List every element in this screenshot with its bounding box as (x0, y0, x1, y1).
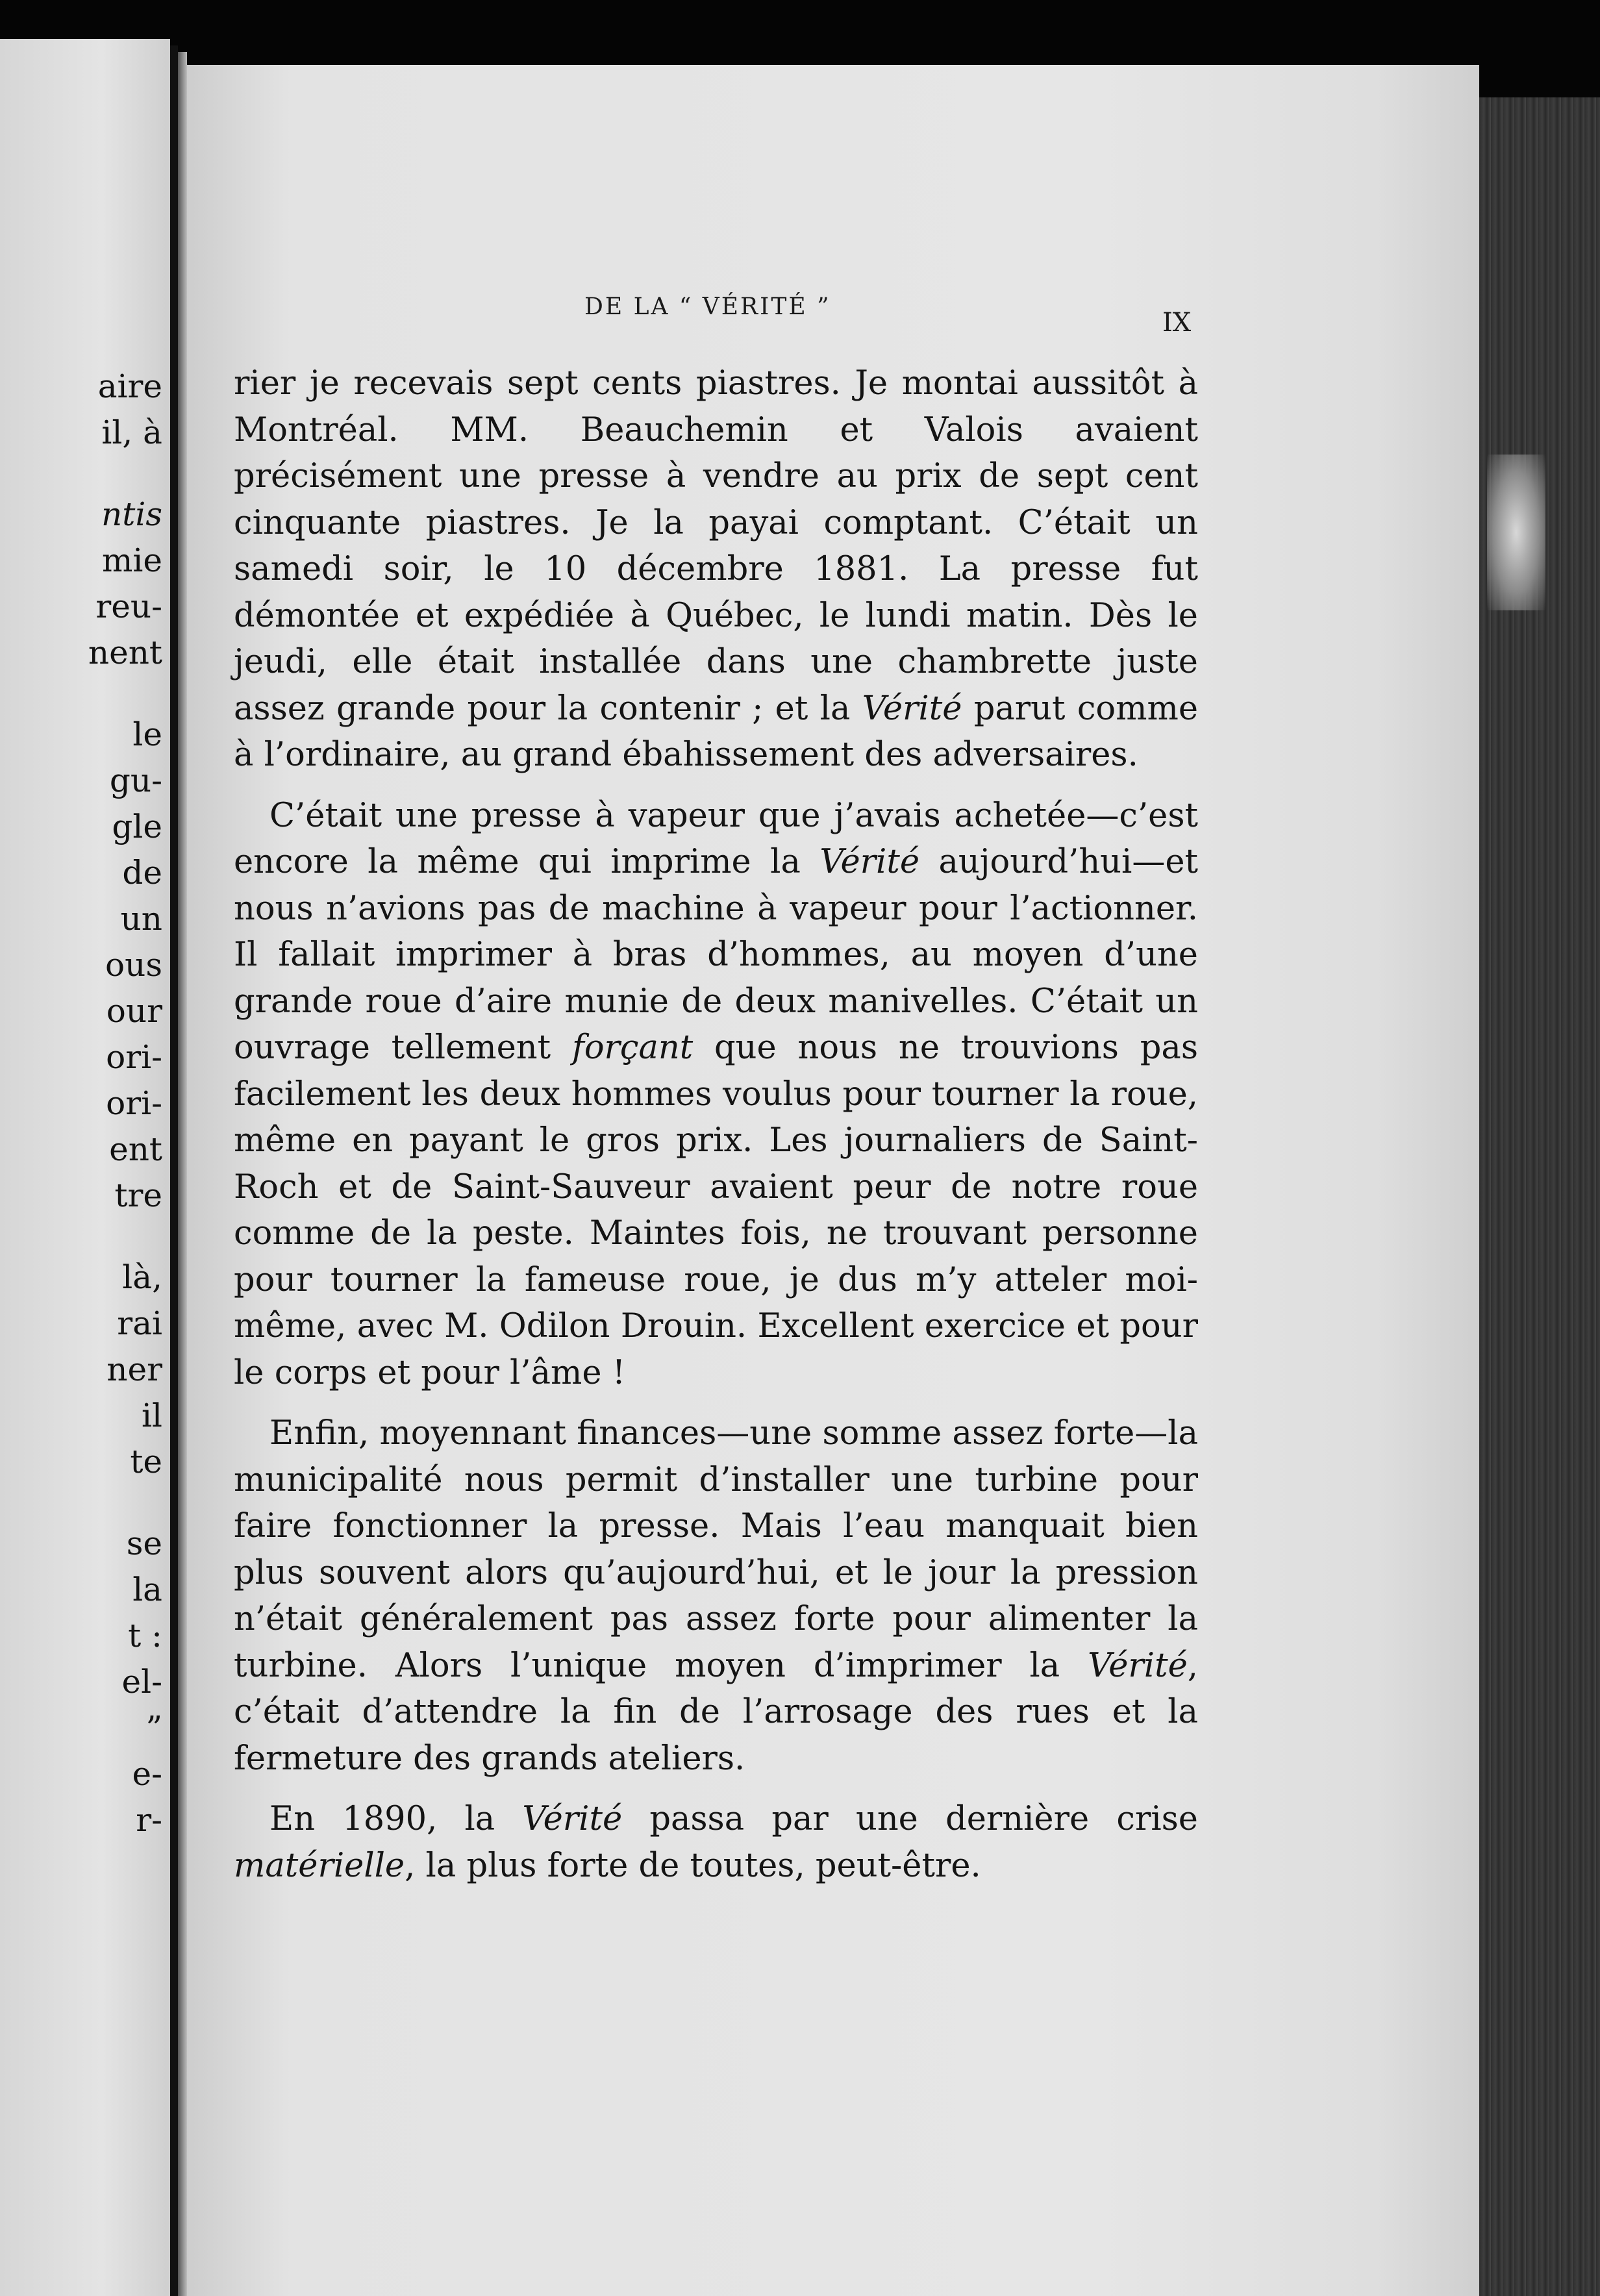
page-edge-glare (1487, 455, 1545, 610)
previous-page-line-fragment: ner (106, 1351, 162, 1388)
previous-page-line-fragment: our (106, 992, 162, 1030)
page-body-text (234, 360, 1198, 1889)
previous-page-line-fragment: il, à (101, 414, 162, 451)
previous-page-line-fragment: te (130, 1443, 162, 1480)
text-run: rier je recevais sept cents piastres. Je montai aussitôt à Montréal. MM. Beauchemin et Valois avaient précisément une presse à vendre au prix de sept cent cinquante piastres. Je la payai comptant. C’était un samedi soir, le 10 décembre 1881. La presse fut démontée et expédiée à Québec, le lundi matin. Dès le jeudi, elle était installée dans une chambrette juste assez grande pour la contenir ; et la (234, 364, 1198, 728)
previous-page-line-fragment: la (132, 1571, 162, 1608)
paragraph (234, 360, 1198, 779)
italic-text: forçant (571, 1029, 694, 1067)
previous-page-line-fragment: il (142, 1397, 162, 1434)
italic-text: Vérité (522, 1800, 623, 1838)
previous-page-line-fragment: ori- (106, 1038, 162, 1076)
previous-page-line-fragment: ” (145, 1709, 162, 1747)
text-run: C’était une presse à vapeur que j’avais achetée—c’est encore la même qui imprime la (234, 796, 1198, 881)
previous-page-edge (0, 39, 170, 2296)
previous-page-line-fragment: ent (109, 1130, 162, 1168)
previous-page-line-fragment: un (120, 900, 162, 938)
previous-page-line-fragment: là, (122, 1258, 162, 1296)
book-gutter (170, 45, 178, 2296)
previous-page-text-fragments (0, 364, 170, 1843)
previous-page-line-fragment: gu- (109, 762, 162, 799)
previous-page-line-fragment: r- (136, 1801, 162, 1839)
text-run: passa par une dernière crise (622, 1800, 1198, 1838)
text-run: En 1890, la (269, 1800, 523, 1838)
text-run: que nous ne trouvions pas facilement les deux hommes voulus pour tourner la roue, même en payant le gros prix. Les journaliers de Saint-Roch et de Saint-Sauveur avaient peur de notre roue comme de la peste. Maintes fois, ne trouvant personne pour tourner la fameuse roue, je dus m’y atteler moi-même, avec M. Odilon Drouin. Excellent exercice et pour le corps et pour l’âme ! (234, 1029, 1199, 1392)
previous-page-line-fragment: ous (105, 946, 162, 984)
text-run: Enfin, moyennant finances—une somme assez forte—la municipalité nous permit d’installer une turbine pour faire fonctionner la presse. Mais l’eau manquait bien plus souvent alors qu’aujourd’hui, et le jour la pression n’était généralement pas assez forte pour alimenter la turbine. Alors l’unique moyen d’imprimer la (234, 1414, 1198, 1685)
gutter-shadow (178, 52, 187, 2296)
previous-page-line-fragment: rai (117, 1304, 162, 1342)
italic-text: Vérité (1088, 1646, 1188, 1685)
previous-page-line-fragment: reu- (95, 588, 162, 625)
running-head: DE LA “ VÉRITÉ ” (584, 293, 831, 320)
previous-page-line-fragment: le (132, 716, 162, 753)
previous-page-line-fragment: nent (88, 634, 162, 671)
previous-page-line-fragment: aire (97, 368, 162, 405)
text-run: aujourd’hui—et nous n’avions pas de machine à vapeur pour l’actionner. Il fallait imprimer à bras d’hommes, au moyen d’une grande roue d’aire munie de deux manivelles. C’était un ouvrage tellement (234, 843, 1198, 1067)
previous-page-line-fragment: gle (112, 808, 162, 845)
previous-page-line-fragment: t : (128, 1617, 162, 1654)
italic-text: matérielle (234, 1846, 405, 1885)
text-run: , c’était d’attendre la fin de l’arrosage des rues et la fermeture des grands ateliers. (234, 1646, 1198, 1778)
italic-text: Vérité (862, 689, 962, 728)
text-run: , la plus forte de toutes, peut-être. (405, 1846, 981, 1885)
previous-page-line-fragment: el- (121, 1663, 162, 1701)
page-number: IX (1162, 308, 1192, 338)
previous-page-line-fragment: e- (132, 1755, 162, 1793)
previous-page-line-fragment: ori- (106, 1084, 162, 1122)
previous-page-line-fragment: ntis (101, 495, 162, 533)
previous-page-line-fragment: de (122, 854, 162, 892)
previous-page-line-fragment: se (126, 1525, 162, 1562)
page-fore-edge (1479, 97, 1600, 2296)
previous-page-line-fragment: tre (114, 1177, 162, 1214)
text-run: parut comme à l’ordinaire, au grand ébahissement des adversaires. (234, 689, 1198, 774)
paragraph (234, 1796, 1198, 1889)
paragraph (234, 793, 1198, 1397)
previous-page-line-fragment: mie (102, 542, 162, 579)
italic-text: Vérité (819, 843, 920, 881)
paragraph (234, 1410, 1198, 1782)
